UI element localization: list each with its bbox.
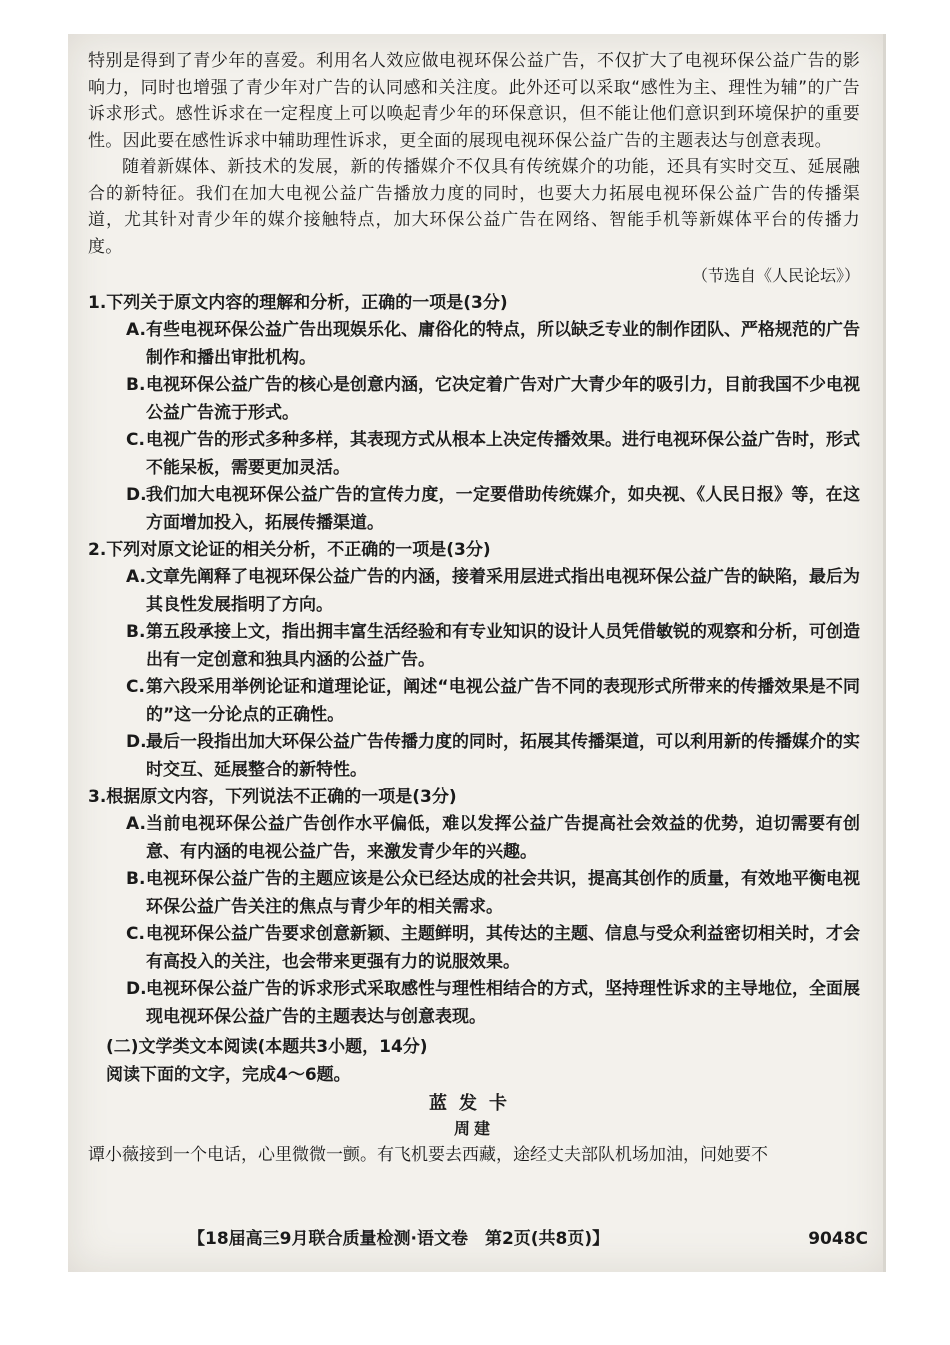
question-stem: 3.根据原文内容，下列说法不正确的一项是(3分) [88,787,457,807]
option-c [88,674,860,729]
option-label: D. [126,485,147,505]
option-text: 电视环保公益广告要求创意新颖、主题鲜明，其传达的主题、信息与受众利益密切相关时，才会有高投入的关注，也会带来更强有力的说服效果。 [146,924,860,972]
option-d [88,482,860,537]
option-text: 电视环保公益广告的核心是创意内涵，它决定着广告对广大青少年的吸引力，目前我国不少电视公益广告流于形式。 [146,375,860,423]
option-a [88,564,860,619]
option-text: 当前电视环保公益广告创作水平偏低，难以发挥公益广告提高社会效益的优势，迫切需要有创意、有内涵的电视公益广告，来激发青少年的兴趣。 [146,814,860,862]
option-label: D. [126,732,147,752]
section-instruction: 阅读下面的文字，完成4～6题。 [106,1065,351,1085]
option-label: C. [126,677,145,697]
option-a [88,811,860,866]
passage-source: （节选自《人民论坛》） [691,266,860,285]
question-2 [88,537,860,784]
option-b [88,619,860,674]
question-3 [88,784,860,1031]
option-text: 电视环保公益广告的主题应该是公众已经达成的社会共识，提高其创作的质量，有效地平衡电视环保公益广告关注的焦点与青少年的相关需求。 [146,869,860,917]
question-stem: 1.下列关于原文内容的理解和分析，正确的一项是(3分) [88,293,508,313]
option-label: B. [126,622,146,642]
option-a [88,317,860,372]
page-footer: 【18届高三9月联合质量检测·语文卷 第2页(共8页)】 [188,1229,610,1249]
option-label: A. [126,320,146,340]
page-content [88,48,860,1169]
option-label: D. [126,979,147,999]
passage-paragraph-1: 特别是得到了青少年的喜爱。利用名人效应做电视环保公益广告，不仅扩大了电视环保公益广告的影响力，同时也增强了青少年对广告的认同感和关注度。此外还可以采取“感性为主、理性为辅”的广告诉求形式。感性诉求在一定程度上可以唤起青少年的环保意识，但不能让他们意识到环境保护的重要性。因此要在感性诉求中辅助理性诉求，更全面的展现电视环保公益广告的主题表达与创意表现。 [88,51,860,151]
option-d [88,729,860,784]
option-label: B. [126,869,146,889]
option-label: A. [126,567,146,587]
option-text: 第六段采用举例论证和道理论证，阐述“电视公益广告不同的表现形式所带来的传播效果是不同的”这一分论点的正确性。 [146,677,860,725]
option-label: B. [126,375,146,395]
option-text: 电视环保公益广告的诉求形式采取感性与理性相结合的方式，坚持理性诉求的主导地位，全面展现电视环保公益广告的主题表达与创意表现。 [146,979,860,1027]
option-b [88,372,860,427]
option-text: 最后一段指出加大环保公益广告传播力度的同时，拓展其传播渠道，可以利用新的传播媒介的实时交互、延展整合的新特性。 [146,732,860,780]
option-b [88,866,860,921]
passage-paragraph-2: 随着新媒体、新技术的发展，新的传播媒介不仅具有传统媒介的功能，还具有实时交互、延展融合的新特征。我们在加大电视公益广告播放力度的同时，也要大力拓展电视环保公益广告的传播渠道，尤其针对青少年的媒介接触特点，加大环保公益广告在网络、智能手机等新媒体平台的传播力度。 [88,157,860,257]
option-c [88,427,860,482]
option-label: C. [126,924,145,944]
option-text: 我们加大电视环保公益广告的宣传力度，一定要借助传统媒介，如央视、《人民日报》等，在这方面增加投入，拓展传播渠道。 [146,485,860,533]
paper-code: 9048C [808,1229,868,1249]
section-heading: (二)文学类文本阅读(本题共3小题，14分) [106,1037,428,1057]
option-label: C. [126,430,145,450]
option-text: 文章先阐释了电视环保公益广告的内涵，接着采用层进式指出电视环保公益广告的缺陷，最后为其良性发展指明了方向。 [146,567,860,615]
option-text: 电视广告的形式多种多样，其表现方式从根本上决定传播效果。进行电视环保公益广告时，形式不能呆板，需要更加灵活。 [146,430,860,478]
story-first-line: 谭小薇接到一个电话，心里微微一颤。有飞机要去西藏，途经丈夫部队机场加油，问她要不 [88,1145,768,1165]
option-label: A. [126,814,146,834]
option-text: 第五段承接上文，指出拥丰富生活经验和有专业知识的设计人员凭借敏锐的观察和分析，可创造出有一定创意和独具内涵的公益广告。 [146,622,860,670]
option-text: 有些电视环保公益广告出现娱乐化、庸俗化的特点，所以缺乏专业的制作团队、严格规范的广告制作和播出审批机构。 [146,320,860,368]
exam-page [68,34,886,1272]
story-author: 周建 [453,1119,494,1138]
question-stem: 2.下列对原文论证的相关分析，不正确的一项是(3分) [88,540,491,560]
question-1 [88,290,860,537]
option-d [88,976,860,1031]
option-c [88,921,860,976]
story-title: 蓝发卡 [429,1093,519,1114]
